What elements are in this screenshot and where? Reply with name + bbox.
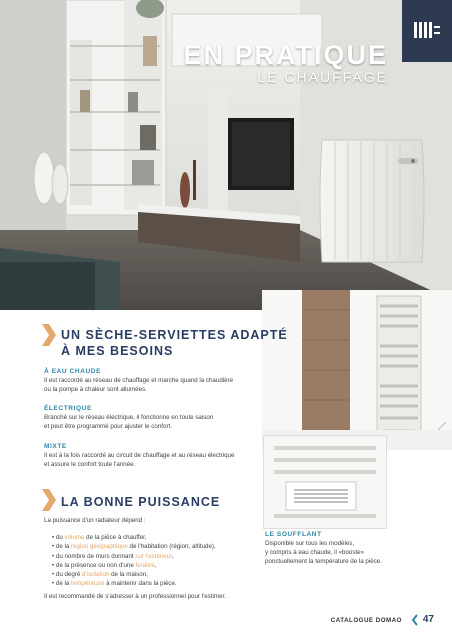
chevron-right-icon bbox=[40, 489, 56, 511]
page-number: 47 bbox=[422, 614, 434, 625]
puissance-list bbox=[52, 533, 216, 589]
page-title: EN PRATIQUE bbox=[183, 40, 388, 70]
text-line: ponctuellement la température de la pièce. bbox=[265, 558, 382, 565]
radiator-icon bbox=[414, 20, 440, 40]
text-line: Branché sur le réseau électrique, il fonctionne en toute saison bbox=[44, 414, 214, 421]
text-line: y compris à eau chaude, il «booste» bbox=[265, 549, 365, 556]
list-item: • de la température à maintenir dans la pièce. bbox=[52, 580, 177, 588]
text-line: ou la pompe à chaleur sont allumées. bbox=[44, 386, 147, 393]
page-subtitle: LE CHAUFFAGE bbox=[257, 69, 388, 85]
chevron-right-icon bbox=[40, 324, 56, 346]
closing-text: Il est recommandé de s'adresser à un professionnel pour l'estimer. bbox=[44, 593, 226, 600]
list-item: • du volume de la pièce à chauffer, bbox=[52, 534, 147, 541]
section-title-line2: À MES BESOINS bbox=[61, 344, 174, 358]
intro-text: La puissance d'un radiateur dépend : bbox=[44, 517, 146, 524]
text-soufflant bbox=[265, 539, 382, 566]
section-title-line1: UN SÈCHE-SERVIETTES ADAPTÉ bbox=[61, 328, 288, 342]
label-electrique: ÉLECTRIQUE bbox=[44, 405, 92, 412]
chevron-left-icon bbox=[411, 614, 419, 626]
text-line: et assure le confort toute l'année. bbox=[44, 461, 136, 468]
hero-photo bbox=[0, 0, 452, 310]
label-soufflant: LE SOUFFLANT bbox=[265, 531, 322, 538]
text-eau-chaude bbox=[44, 376, 233, 394]
text-line: Il est à la fois raccordé au circuit de chauffage et au réseau électrique bbox=[44, 452, 235, 459]
text-line: et peut être programmé pour ajuster le confort. bbox=[44, 423, 172, 430]
list-item: • de la région géographique de l'habitation (région, altitude), bbox=[52, 543, 216, 551]
text-mixte bbox=[44, 451, 234, 469]
text-line: Disponible sur tous les modèles, bbox=[265, 540, 355, 547]
section-title-bonne-puissance: LA BONNE PUISSANCE bbox=[61, 495, 221, 509]
catalogue-name: CATALOGUE DOMAO bbox=[330, 617, 402, 624]
towel-rail-illustration bbox=[262, 290, 452, 450]
text-line: Il est raccordé au réseau de chauffage et marche quand la chaudière bbox=[44, 377, 234, 384]
label-eau-chaude: À EAU CHAUDE bbox=[44, 368, 102, 375]
text-electrique bbox=[44, 413, 213, 431]
list-item: • de la présence ou non d'une fenêtre, bbox=[52, 561, 157, 569]
list-item: • du degré d'isolation de la maison, bbox=[52, 571, 148, 579]
soufflant-illustration bbox=[264, 436, 386, 528]
towel-rail-photo bbox=[262, 290, 452, 450]
corner-badge bbox=[402, 0, 452, 62]
soufflant-photo bbox=[263, 435, 387, 529]
list-item: • du nombre de murs donnant sur l'extérieur, bbox=[52, 552, 174, 560]
label-mixte: MIXTE bbox=[44, 443, 67, 450]
section-title-seche-serviettes bbox=[61, 327, 288, 359]
